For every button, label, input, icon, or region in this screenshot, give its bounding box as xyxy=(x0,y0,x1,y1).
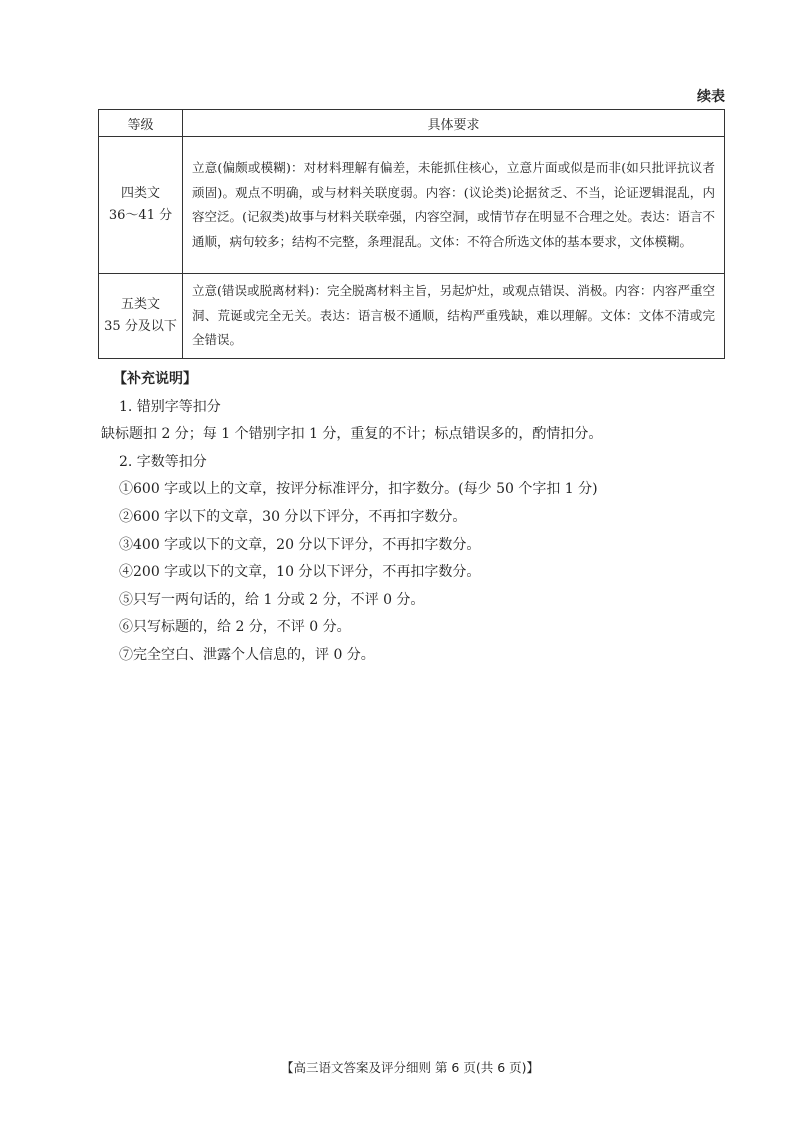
list-item: ①600 字或以上的文章，按评分标准评分，扣字数分。(每少 50 个字扣 1 分) xyxy=(119,481,598,498)
list-item: ⑤只写一两句话的，给 1 分或 2 分，不评 0 分。 xyxy=(119,591,425,608)
list-item: ⑦完全空白、泄露个人信息的，评 0 分。 xyxy=(119,646,375,663)
header-requirements: 具体要求 xyxy=(183,110,725,137)
level-score-range: 36～41 分 xyxy=(108,208,173,223)
section-text: 缺标题扣 2 分；每 1 个错别字扣 1 分，重复的不计；标点错误多的，酌情扣分。 xyxy=(101,426,603,443)
continued-table-label: 续表 xyxy=(697,89,725,105)
section-title: 2. 字数等扣分 xyxy=(119,453,207,470)
supplement-title: 【补充说明】 xyxy=(113,371,197,387)
list-item: ③400 字或以下的文章，20 分以下评分，不再扣字数分。 xyxy=(119,536,481,553)
level-score-range: 35 分及以下 xyxy=(104,319,177,334)
table-row xyxy=(99,274,725,359)
table-row xyxy=(99,137,725,274)
list-item: ④200 字或以下的文章，10 分以下评分，不再扣字数分。 xyxy=(119,564,481,581)
table-header-row xyxy=(99,110,725,137)
supplementary-notes xyxy=(101,366,741,670)
grading-criteria-table xyxy=(98,109,725,359)
level-name: 四类文 xyxy=(120,186,160,201)
level-cell xyxy=(99,137,183,274)
list-item: ⑥只写标题的，给 2 分，不评 0 分。 xyxy=(119,619,351,636)
requirement-text: 立意(错误或脱离材料)：完全脱离材料主旨，另起炉灶，或观点错误、消极。内容：内容严重空洞、荒诞或完全无关。表达：语言极不通顺，结构严重残缺，难以理解。文体：文体不清或完全错误。 xyxy=(183,274,725,359)
list-item: ②600 字以下的文章，30 分以下评分，不再扣字数分。 xyxy=(119,508,467,525)
header-level: 等级 xyxy=(99,110,183,137)
page-footer: 【高三语文答案及评分细则 第 6 页(共 6 页)】 xyxy=(280,1060,540,1075)
requirement-text: 立意(偏颇或模糊)：对材料理解有偏差，未能抓住核心，立意片面或似是而非(如只批评抗议者顽固)。观点不明确，或与材料关联度弱。内容：(议论类)论据贫乏、不当，论证逻辑混乱，内容空泛。(记叙类)故事与材料关联牵强，内容空洞，或情节存在明显不合理之处。表达：语言不通顺，病句较多；结构不完整，条理混乱。文体：不符合所选文体的基本要求，文体模糊。 xyxy=(183,137,725,274)
level-cell xyxy=(99,274,183,359)
level-name: 五类文 xyxy=(120,297,160,312)
section-title: 1. 错别字等扣分 xyxy=(119,398,221,415)
